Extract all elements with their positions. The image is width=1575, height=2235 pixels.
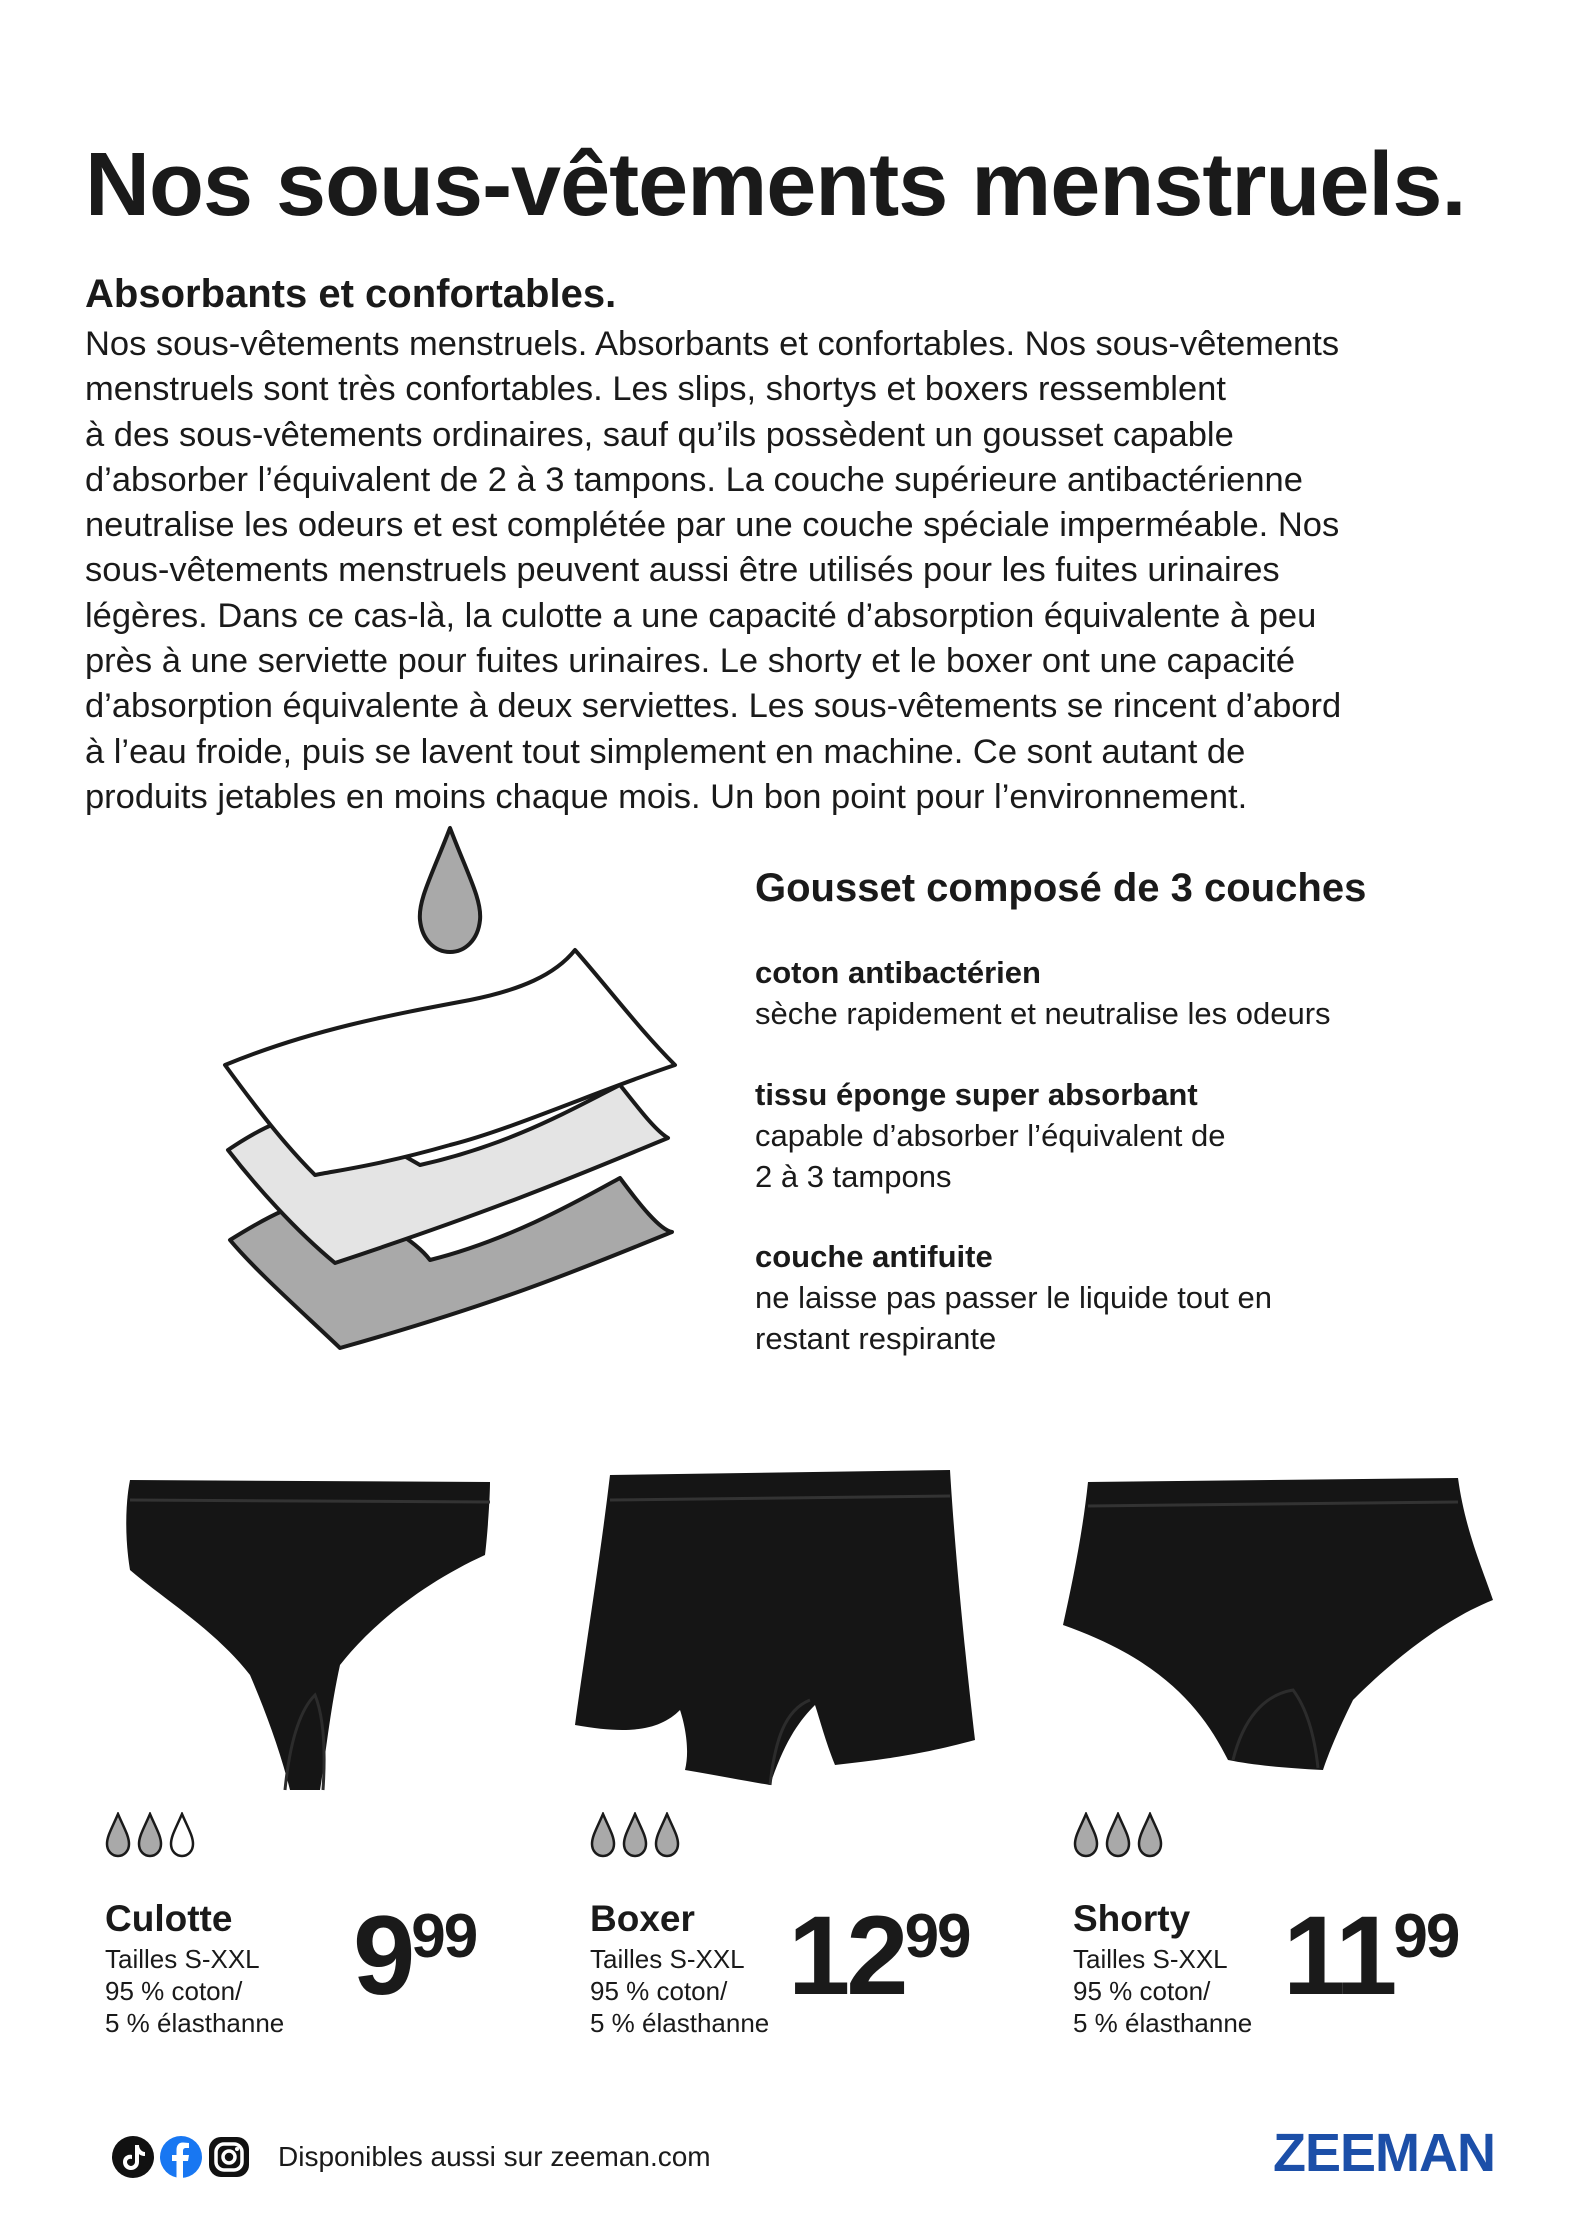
social-links [110, 2134, 252, 2180]
layer-name: coton antibactérien [755, 955, 1041, 990]
facebook-icon[interactable] [158, 2134, 204, 2180]
product-sizes: Tailles S-XXL [1073, 1944, 1228, 1974]
drop-filled-icon [1073, 1812, 1099, 1858]
layer-description: ne laisse pas passer le liquide tout en restant respirante [755, 1280, 1272, 1356]
culotte-image [85, 1460, 525, 1820]
absorbency-drops [590, 1812, 680, 1862]
intro-line: sous-vêtements menstruels peuvent aussi être utilisés pour les fuites urinaires [85, 551, 1280, 590]
product-specs [105, 1943, 284, 2039]
intro-line: Nos sous-vêtements menstruels. Absorbants et confortables. Nos sous-vêtements [85, 325, 1340, 363]
intro-line: d’absorber l’équivalent de 2 à 3 tampons. La couche supérieure antibactérienne [85, 460, 1303, 499]
brand-logo[interactable]: ZEEMAN [1273, 2123, 1495, 2183]
product-sizes: Tailles S-XXL [105, 1944, 260, 1974]
layer-info-cotton [755, 952, 1475, 1034]
product-name: Culotte [105, 1898, 233, 1939]
product-price [353, 1893, 477, 2018]
product-price [788, 1893, 970, 2018]
absorbency-drops [1073, 1812, 1163, 1862]
intro-line: d’absorption équivalente à deux serviettes. Les sous-vêtements se rincent d’abord [85, 687, 1342, 726]
drop-icon [420, 828, 480, 952]
price-integer: 12 [788, 1893, 905, 2018]
tiktok-icon[interactable] [110, 2134, 156, 2180]
drop-filled-icon [105, 1812, 131, 1858]
price-integer: 11 [1283, 1893, 1394, 2018]
product-name: Shorty [1073, 1898, 1191, 1939]
product-card-culotte[interactable] [85, 1460, 555, 2050]
intro-line: produits jetables en moins chaque mois. Un bon point pour l’environnement. [85, 777, 1248, 816]
product-name: Boxer [590, 1898, 695, 1939]
product-card-boxer[interactable] [570, 1460, 1040, 2050]
drop-filled-icon [654, 1812, 680, 1858]
drop-filled-icon [622, 1812, 648, 1858]
product-material: 5 % élasthanne [1073, 2008, 1253, 2038]
price-decimals: 99 [904, 1902, 970, 1971]
product-material: 5 % élasthanne [105, 2008, 285, 2038]
layer-description: sèche rapidement et neutralise les odeurs [755, 996, 1331, 1031]
product-card-shorty[interactable] [1053, 1460, 1523, 2050]
intro-line: légères. Dans ce cas-là, la culotte a une capacité d’absorption équivalente à peu [85, 596, 1317, 635]
intro-line: menstruels sont très confortables. Les slips, shortys et boxers ressemblent [85, 370, 1226, 409]
gusset-layers-illustration [210, 820, 690, 1360]
intro-paragraph [85, 322, 1515, 820]
page-title: Nos sous-vêtements menstruels. [85, 135, 1466, 235]
footer-availability-text: Disponibles aussi sur zeeman.com [278, 2141, 711, 2172]
price-decimals: 99 [411, 1902, 477, 1971]
product-material: 5 % élasthanne [590, 2008, 770, 2038]
price-decimals: 99 [1393, 1902, 1459, 1971]
boxer-image [570, 1460, 1010, 1820]
page-subtitle: Absorbants et confortables. [85, 272, 617, 316]
instagram-icon[interactable] [206, 2134, 252, 2180]
product-sizes: Tailles S-XXL [590, 1944, 745, 1974]
drop-filled-icon [1105, 1812, 1131, 1858]
shorty-image [1053, 1460, 1493, 1820]
drop-filled-icon [590, 1812, 616, 1858]
absorbency-drops [105, 1812, 195, 1862]
layer-name: couche antifuite [755, 1239, 993, 1274]
product-material: 95 % coton/ [105, 1976, 243, 2006]
product-material: 95 % coton/ [1073, 1976, 1211, 2006]
layer-description: capable d’absorber l’équivalent de 2 à 3 tampons [755, 1118, 1226, 1194]
price-integer: 9 [353, 1893, 412, 2018]
intro-line: à des sous-vêtements ordinaires, sauf qu’ils possèdent un gousset capable [85, 415, 1234, 454]
footer [110, 2132, 711, 2182]
layer-info-waterproof [755, 1236, 1475, 1359]
gusset-title: Gousset composé de 3 couches [755, 866, 1367, 910]
layer-name: tissu éponge super absorbant [755, 1077, 1198, 1112]
product-price [1283, 1893, 1459, 2018]
product-material: 95 % coton/ [590, 1976, 728, 2006]
drop-filled-icon [137, 1812, 163, 1858]
product-specs [590, 1943, 769, 2039]
intro-line: neutralise les odeurs et est complétée par une couche spéciale imperméable. Nos [85, 506, 1340, 545]
intro-line: près à une serviette pour fuites urinaires. Le shorty et le boxer ont une capacité [85, 642, 1296, 681]
drop-filled-icon [1137, 1812, 1163, 1858]
product-specs [1073, 1943, 1252, 2039]
intro-line: à l’eau froide, puis se lavent tout simplement en machine. Ce sont autant de [85, 732, 1246, 771]
layer-info-absorbent [755, 1074, 1475, 1197]
drop-empty-icon [169, 1812, 195, 1858]
